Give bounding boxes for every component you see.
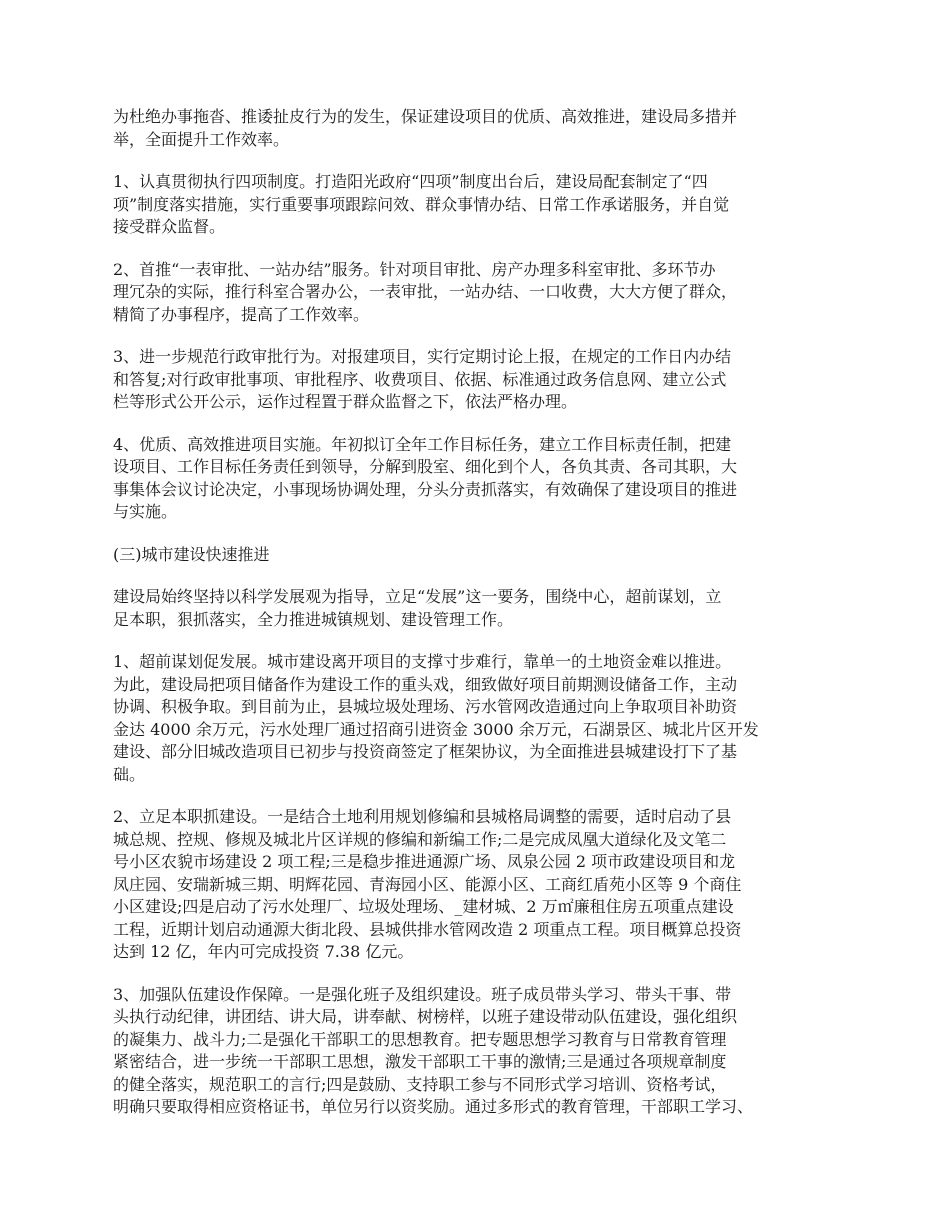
paragraph-item-4-project-implementation: 4、优质、高效推进项目实施。年初拟订全年工作目标任务，建立工作目标责任制，把建 设项目、工作目标任务责任到领导，分解到股室、细化到个人，各负其责、各司其职，大 事集体会议讨论决定，小事现场协调处理，分头分责抓落实，有效确保了建设项目的推进 与实施。 (113, 434, 738, 521)
paragraph-item-2-one-form-approval: 2、首推“一表审批、一站办结”服务。针对项目审批、房产办理多科室审批、多环节办 理冗杂的实际，推行科室合署办公，一表审批，一站办结、一口收费，大大方便了群众， 精简了办事程序，提高了工作效率。 (113, 259, 738, 324)
paragraph-section-intro: 建设局始终坚持以科学发展观为指导，立足“发展”这一要务，围绕中心，超前谋划，立 足本职，狠抓落实，全力推进城镇规划、建设管理工作。 (113, 587, 722, 629)
paragraph-item-2-construction: 2、立足本职抓建设。一是结合土地利用规划修编和县城格局调整的需要，适时启动了县 城总规、控规、修规及城北片区详规的修编和新编工作;二是完成凤凰大道绿化及文笔二 号小区农貌市场建设 2 项工程;三是稳步推进通源广场、凤泉公园 2 项市政建设项目和龙 凤庄园、安瑞新城三期、明辉花园、青海园小区、能源小区、工商红盾苑小区等 9 个商住 小区建设;四是启动了污水处理厂、垃圾处理场、_建材城、2 万㎡廉租住房五项重点建设 工程，近期计划启动通源大街北段、县城供排水管网改造 2 项重点工程。项目概算总投资 达到 12 亿，年内可完成投资 7.38 亿元。 (113, 807, 742, 961)
paragraph-item-1-planning: 1、超前谋划促发展。城市建设离开项目的支撑寸步难行，靠单一的土地资金难以推进。 为此，建设局把项目储备作为建设工作的重头戏，细致做好项目前期测设储备工作，主动 协调、积极争取。到目前为止，县城垃圾处理场、污水管网改造通过向上争取项目补助资 金达 4000 余万元，污水处理厂通过招商引进资金 3000 余万元，石湖景区、城北片区开发 建设、部分旧城改造项目已初步与投资商签定了框架协议，为全面推进县城建设打下了基 础。 (113, 652, 759, 784)
paragraph-item-3-team-building: 3、加强队伍建设作保障。一是强化班子及组织建设。班子成员带头学习、带头干事、带 头执行动纪律，讲团结、讲大局，讲奉献、树榜样，以班子建设带动队伍建设，强化组织 的凝集力、战斗力;二是强化干部职工的思想教育。把专题思想学习教育与日常教育管理 紧密结合，进一步统一干部职工思想，激发干部职工干事的激情;三是通过各项规章制度 的健全落实，规范职工的言行;四是鼓励、支持职工参与不同形式学习培训、资格考试， 明确只要取得相应资格证书，单位另行以资奖励。通过多形式的教育管理，干部职工学习、 (113, 984, 754, 1116)
paragraph-item-1-four-systems: 1、认真贯彻执行四项制度。打造阳光政府“四项”制度出台后，建设局配套制定了“四 项”制度落实措施，实行重要事项跟踪问效、群众事情办结、日常工作承诺服务，并自觉 接受群众监督。 (113, 172, 730, 236)
section-heading: (三)城市建设快速推进 (113, 544, 270, 564)
paragraph-intro: 为杜绝办事拖沓、推诿扯皮行为的发生，保证建设项目的优质、高效推进，建设局多措并 举，全面提升工作效率。 (113, 107, 738, 149)
document-body (113, 106, 840, 1139)
paragraph-item-3-admin-approval: 3、进一步规范行政审批行为。对报建项目，实行定期讨论上报，在规定的工作日内办结 和答复;对行政审批事项、审批程序、收费项目、依据、标准通过政务信息网、建立公式 栏等形式公开公示，运作过程置于群众监督之下，依法严格办理。 (113, 347, 732, 411)
